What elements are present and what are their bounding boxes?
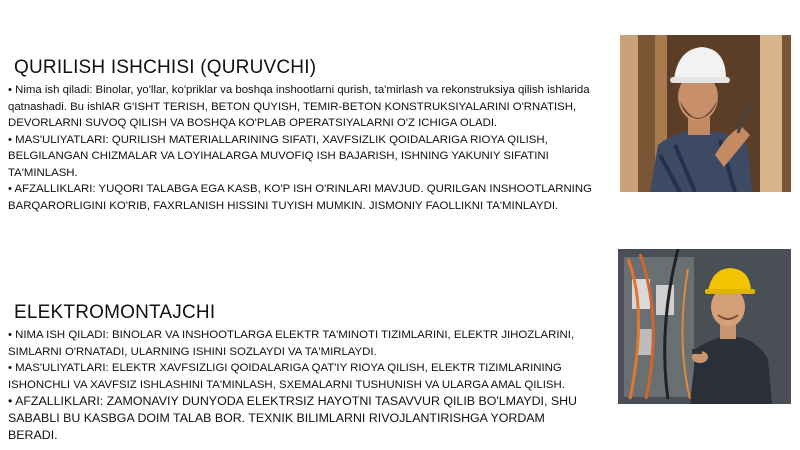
text-line: DEVORLARNI SUVOQ QILISH VA BOSHQA KO'PLAB OPERATSIYALARNI O'Z ICHIGA OLADI. <box>8 117 498 129</box>
text-line: • AFZALLIKLARI: YUQORI TALABGA EGA KASB, KO'P ISH O'RINLARI MAVJUD. QURILGAN INSHOOTLARNING <box>8 183 592 195</box>
text-line: • AFZALLIKLARI: ZAMONAVIY DUNYODA ELEKTRSIZ HAYOTNI TASAVVUR QILIB BO'LMAYDI, SHU <box>8 394 578 408</box>
section-construction-worker <box>8 57 618 214</box>
text-line: • Nima ish qiladi: Binolar, yo'llar, ko'priklar va boshqa inshootlarni qurish, ta'mirlash va rekonstruksiya qilish ishlarida <box>8 84 590 96</box>
construction-worker-photo <box>620 35 791 192</box>
text-line: ISHONCHLI VA XAVFSIZ ISHLASHINI TA'MINLASH, SXEMALARNI TUSHUNISH VA ULARGA AMAL QILISH. <box>8 378 565 391</box>
electrician-photo <box>618 249 791 404</box>
section-title-electrician: ELEKTROMONTAJCHI <box>14 302 216 323</box>
text-line: • NIMA ISH QILADI: BINOLAR VA INSHOOTLARGA ELEKTR TA'MINOTI TIZIMLARINI, ELEKTR JIHOZLARINI, <box>8 329 575 341</box>
text-line: TA'MINLASH. <box>8 166 78 179</box>
section-title-construction-worker: QURILISH ISHCHISI (QURUVCHI) <box>14 57 317 78</box>
text-line: qatnashadi. Bu ishlAR G'ISHT TERISH, BETON QUYISH, TEMIR-BETON KONSTRUKSIYALARINI O'RNATISH, <box>8 100 577 113</box>
text-line: • MAS'ULIYATLARI: ELEKTR XAVFSIZLIGI QOIDALARIGA QAT'IY RIOYA QILISH, ELEKTR TIZIMLARINING <box>8 362 562 374</box>
text-line: BARQARORLIGINI KO'RIB, FAXRLANISH HISSINI TUYISH MUMKIN. JISMONIY FAOLLIKNI TA'MINLAYDI. <box>8 199 559 212</box>
text-line: SABABLI BU KASBGA DOIM TALAB BOR. TEXNIK BILIMLARNI RIVOJLANTIRISHGA YORDAM <box>8 410 545 425</box>
text-line: • MAS'ULIYATLARI: QURILISH MATERIALLARINING SIFATI, XAVFSIZLIK QOIDALARIGA RIOYA QILISH, <box>8 133 548 146</box>
text-line: BELGILANGAN CHIZMALAR VA LOYIHALARGA MUVOFIQ ISH BAJARISH, ISHNING YAKUNIY SIFATINI <box>8 150 549 162</box>
text-line: SIMLARNI O'RNATADI, ULARNING ISHINI SOZLAYDI VA TA'MIRLAYDI. <box>8 345 377 358</box>
text-line: BERADI. <box>8 427 58 442</box>
section-electrician <box>8 302 623 443</box>
